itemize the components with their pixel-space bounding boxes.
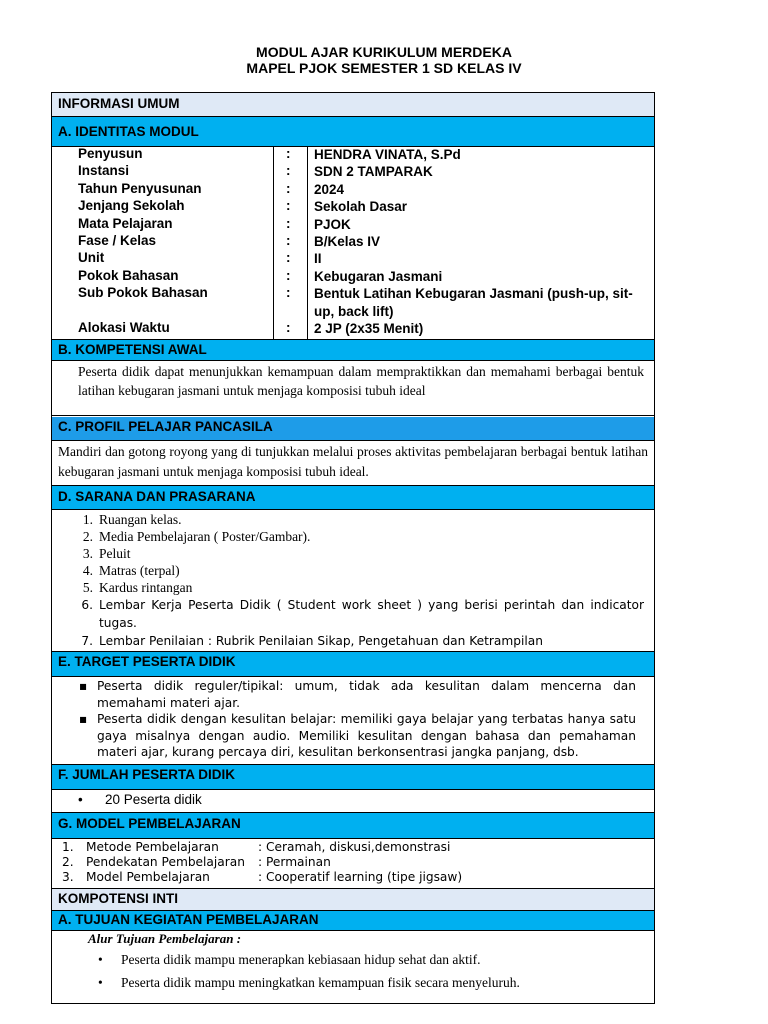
identity-value: Bentuk Latihan Kebugaran Jasmani (push-up, sit-up, back lift) — [314, 286, 633, 319]
identity-row — [52, 146, 654, 164]
identity-colon: : — [286, 250, 291, 265]
identity-row — [52, 233, 654, 251]
identity-value: PJOK — [314, 217, 351, 232]
section-informasi-umum: INFORMASI UMUM — [52, 93, 654, 117]
list-item: ▪ Peserta didik dengan kesulitan belajar: memiliki gaya belajar yang terbatas hanya satu gaya misalnya dengan audio. Memiliki kesulitan dengan bahasa dan pemahaman materi ajar, kurang percaya diri, kesulitan berkonsentrasi jangka panjang, dsb. — [79, 712, 636, 759]
model-list — [52, 840, 654, 886]
identity-label: Penyusun — [78, 146, 143, 161]
identity-row — [52, 198, 654, 216]
identity-colon: : — [286, 181, 291, 196]
identity-row — [52, 216, 654, 234]
target-list — [52, 678, 654, 762]
section-tujuan-kegiatan: A. TUJUAN KEGIATAN PEMBELAJARAN — [52, 911, 654, 931]
tujuan-bullet: • — [98, 952, 103, 967]
section-model-pembelajaran: G. MODEL PEMBELAJARAN — [52, 812, 654, 839]
tujuan-content — [52, 931, 654, 1004]
list-item: 3. Model Pembelajaran : Cooperatif learning (tipe jigsaw) — [62, 870, 463, 884]
identity-colon: : — [286, 146, 291, 161]
document-title: MODUL AJAR KURIKULUM MERDEKA — [256, 44, 512, 60]
identity-value: Sekolah Dasar — [314, 199, 408, 214]
section-sarana-prasarana: D. SARANA DAN PRASARANA — [52, 485, 654, 510]
identity-row — [52, 285, 654, 321]
list-item: 2. Pendekatan Pembelajaran : Permainan — [62, 855, 331, 869]
identity-colon: : — [286, 320, 291, 335]
identity-row — [52, 268, 654, 286]
identity-row — [52, 250, 654, 268]
identity-label: Mata Pelajaran — [78, 216, 173, 231]
sarana-list — [52, 511, 654, 650]
list-item: 5. Kardus rintangan — [82, 580, 193, 595]
section-kompetensi-inti: KOMPOTENSI INTI — [52, 888, 654, 911]
identity-label: Fase / Kelas — [78, 233, 157, 248]
identity-value: HENDRA VINATA, S.Pd — [314, 147, 461, 162]
list-item: 4. Matras (terpal) — [82, 563, 180, 578]
tujuan-item: Peserta didik mampu meningkatkan kemampuan fisik secara menyeluruh. — [121, 975, 520, 990]
identity-label: Unit — [78, 250, 105, 265]
section-jumlah-peserta: F. JUMLAH PESERTA DIDIK — [52, 764, 654, 790]
identity-row — [52, 181, 654, 199]
document-subtitle: MAPEL PJOK SEMESTER 1 SD KELAS IV — [246, 60, 522, 76]
identity-colon: : — [286, 285, 291, 300]
identity-label: Sub Pokok Bahasan — [78, 285, 208, 300]
section-profil-pancasila: C. PROFIL PELAJAR PANCASILA — [52, 417, 654, 441]
list-item: 1. Ruangan kelas. — [82, 512, 182, 527]
identity-table — [52, 147, 654, 339]
list-item: 1. Metode Pembelajaran : Ceramah, diskusi,demonstrasi — [62, 840, 451, 854]
identity-row — [52, 320, 654, 338]
list-item: 7. Lembar Penilaian : Rubrik Penilaian Sikap, Pengetahuan dan Ketrampilan — [81, 634, 543, 648]
identity-colon: : — [286, 216, 291, 231]
identity-row — [52, 163, 654, 181]
identity-label: Instansi — [78, 163, 130, 178]
identity-label: Pokok Bahasan — [78, 268, 179, 283]
section-identitas-modul: A. IDENTITAS MODUL — [52, 117, 654, 147]
list-item: 2. Media Pembelajaran ( Poster/Gambar). — [82, 529, 311, 544]
identity-value: II — [314, 251, 322, 266]
identity-colon: : — [286, 163, 291, 178]
identity-colon: : — [286, 268, 291, 283]
identity-label: Alokasi Waktu — [78, 320, 170, 335]
profil-pancasila-text: Mandiri dan gotong royong yang di tunjukkan melalui proses aktivitas pembelajaran berbagai bentuk latihan kebugaran jasmani untuk menjaga komposisi tubuh ideal. — [58, 444, 648, 479]
bullet: • — [78, 792, 83, 807]
jumlah-item: • 20 Peserta didik — [78, 792, 202, 807]
tujuan-bullet: • — [98, 975, 103, 990]
alur-tujuan-heading: Alur Tujuan Pembelajaran : — [88, 931, 242, 946]
list-item: ▪ Peserta didik reguler/tipikal: umum, tidak ada kesulitan dalam mencerna dan memahami materi ajar. — [79, 679, 636, 710]
identity-colon: : — [286, 233, 291, 248]
list-item: 3. Peluit — [82, 546, 131, 561]
identity-colon: : — [286, 198, 291, 213]
identity-value: 2 JP (2x35 Menit) — [314, 321, 424, 336]
identity-value: SDN 2 TAMPARAK — [314, 164, 433, 179]
identity-value: Kebugaran Jasmani — [314, 269, 443, 284]
section-target-peserta: E. TARGET PESERTA DIDIK — [52, 651, 654, 677]
tujuan-item: Peserta didik mampu menerapkan kebiasaan hidup sehat dan aktif. — [121, 952, 481, 967]
module-table — [51, 92, 655, 1004]
section-kompetensi-awal: B. KOMPETENSI AWAL — [52, 339, 654, 361]
identity-label: Tahun Penyusunan — [78, 181, 202, 196]
kompetensi-awal-text: Peserta didik dapat menunjukkan kemampuan dalam mempraktikkan dan memahami berbagai bentuk latihan kebugaran jasmani untuk menjaga komposisi tubuh ideal — [52, 362, 654, 416]
identity-value: B/Kelas IV — [314, 234, 381, 249]
list-item: 6. Lembar Kerja Peserta Didik ( Student work sheet ) yang berisi perintah dan indicator tugas. — [81, 598, 644, 630]
identity-value: 2024 — [314, 182, 345, 197]
identity-label: Jenjang Sekolah — [78, 198, 185, 213]
